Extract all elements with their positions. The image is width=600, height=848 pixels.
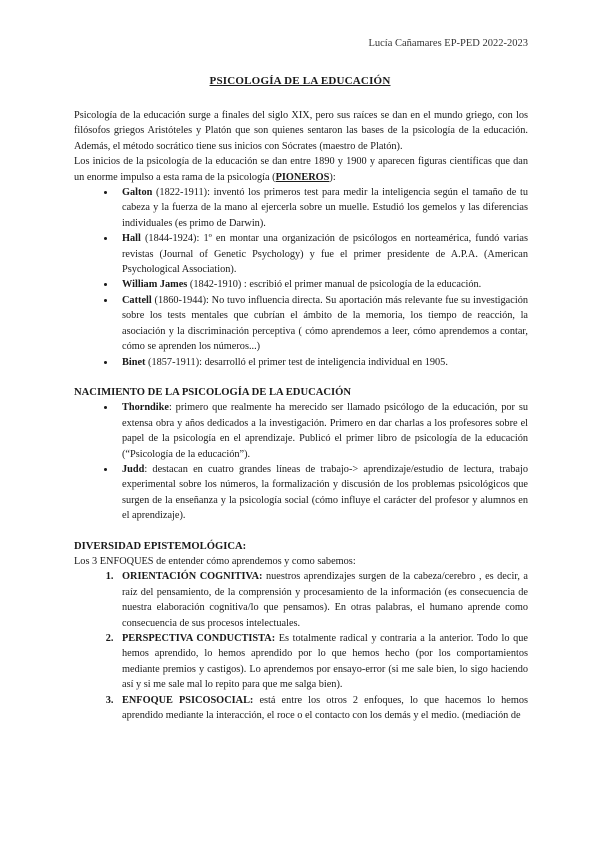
pioneros-emphasis: PIONEROS bbox=[275, 171, 330, 183]
page-header: Lucía Cañamares EP-PED 2022-2023 bbox=[368, 38, 528, 49]
list-item: 3. ENFOQUE PSICOSOCIAL: está entre los otros 2 enfoques, lo que hacemos lo hemos aprendido mediante la interacción, el roce o el contacto con los demás y el medio. (mediación de bbox=[116, 693, 528, 724]
section-heading-nacimiento: NACIMIENTO DE LA PSICOLOGÍA DE LA EDUCACIÓN bbox=[74, 386, 352, 398]
list-item: • Judd: destacan en cuatro grandes líneas de trabajo-> aprendizaje/estudio de lectura, trabajo experimental sobre los números, la formalización y discusión de los problemas psicológicos que surgen de la enseñanza y la psicología social (cómo influye el carácter del profesor y alumnos en el aprendizaje). bbox=[116, 462, 528, 524]
diversidad-intro: Los 3 ENFOQUES de entender cómo aprendemos y como sabemos: bbox=[74, 555, 356, 567]
nacimiento-list bbox=[74, 400, 528, 523]
list-item: • Binet (1857-1911): desarrolló el primer test de inteligencia individual en 1905. bbox=[116, 355, 528, 370]
list-item: 1. ORIENTACIÓN COGNITIVA: nuestros aprendizajes surgen de la cabeza/cerebro , es decir, a raíz del pensamiento, de la comprensión y procesamiento de la información (es consecuencia de nuestra elaboración cognitiva/lo que pensamos). En otras palabras, el humano aprende como consecuencia de sus procesos intelectuales. bbox=[116, 569, 528, 631]
document-body bbox=[74, 108, 528, 723]
intro-paragraph-1: Psicología de la educación surge a finales del siglo XIX, pero sus raíces se dan en el mundo griego, con los filósofos griegos Aristóteles y Platón que son quienes sentaron las bases de la psicología de la educación. Además, el método socrático tiene sus inicios con Sócrates (maestro de Platón). bbox=[74, 110, 528, 152]
list-item: • Cattell (1860-1944): No tuvo influencia directa. Su aportación más relevante fue su investigación sobre los tests mentales que cubrían el ámbito de la memoria, los tiempo de reacción, la asociación y la discriminación perceptiva ( cómo aprendemos a leer, cómo aprendemos a contar, cómo se aprenden los números...) bbox=[116, 293, 528, 355]
pioneros-list bbox=[74, 185, 528, 370]
list-item: • William James (1842-1910) : escribió el primer manual de psicología de la educación. bbox=[116, 277, 528, 292]
document-title: PSICOLOGÍA DE LA EDUCACIÓN bbox=[209, 75, 391, 87]
section-heading-diversidad: DIVERSIDAD EPISTEMOLÓGICA: bbox=[74, 540, 247, 552]
list-item: • Galton (1822-1911): inventó los primeros test para medir la inteligencia según el tamaño de tu cabeza y la fuerza de la mano al ejercerla sobre un muelle. Estudió los gemelos y las diferencias individuales (es primo de Darwin). bbox=[116, 185, 528, 231]
list-item: • Hall (1844-1924): 1º en montar una organización de psicólogos en norteamérica, fundó varias revistas (Journal of Genetic Psychology) y fue el primer presidente de A.P.A. (American Psychological Association). bbox=[116, 231, 528, 277]
enfoques-list bbox=[74, 569, 528, 723]
list-item: • Thorndike: primero que realmente ha merecido ser llamado psicólogo de la educación, por su extensa obra y años dedicados a la investigación. Primero en dar charlas a los profesores sobre el papel de la psicología en el aprendizaje. Publicó el primer libro de psicología de la educación (“Psicología de la educación”). bbox=[116, 400, 528, 462]
intro-paragraph-2: Los inicios de la psicología de la educación se dan entre 1890 y 1900 y aparecen figuras científicas que dan un enorme impulso a esta rama de la psicología (PIONEROS): bbox=[74, 156, 528, 183]
list-item: 2. PERSPECTIVA CONDUCTISTA: Es totalmente radical y contraria a la anterior. Todo lo que hemos aprendido, lo hemos aprendido por lo que hemos hecho (por los comportamientos mediante premios y castigos). Lo aprendemos por ensayo-error (si me sale bien, lo sigo haciendo así y si me sale mal lo repito para que me salga bien). bbox=[116, 631, 528, 693]
